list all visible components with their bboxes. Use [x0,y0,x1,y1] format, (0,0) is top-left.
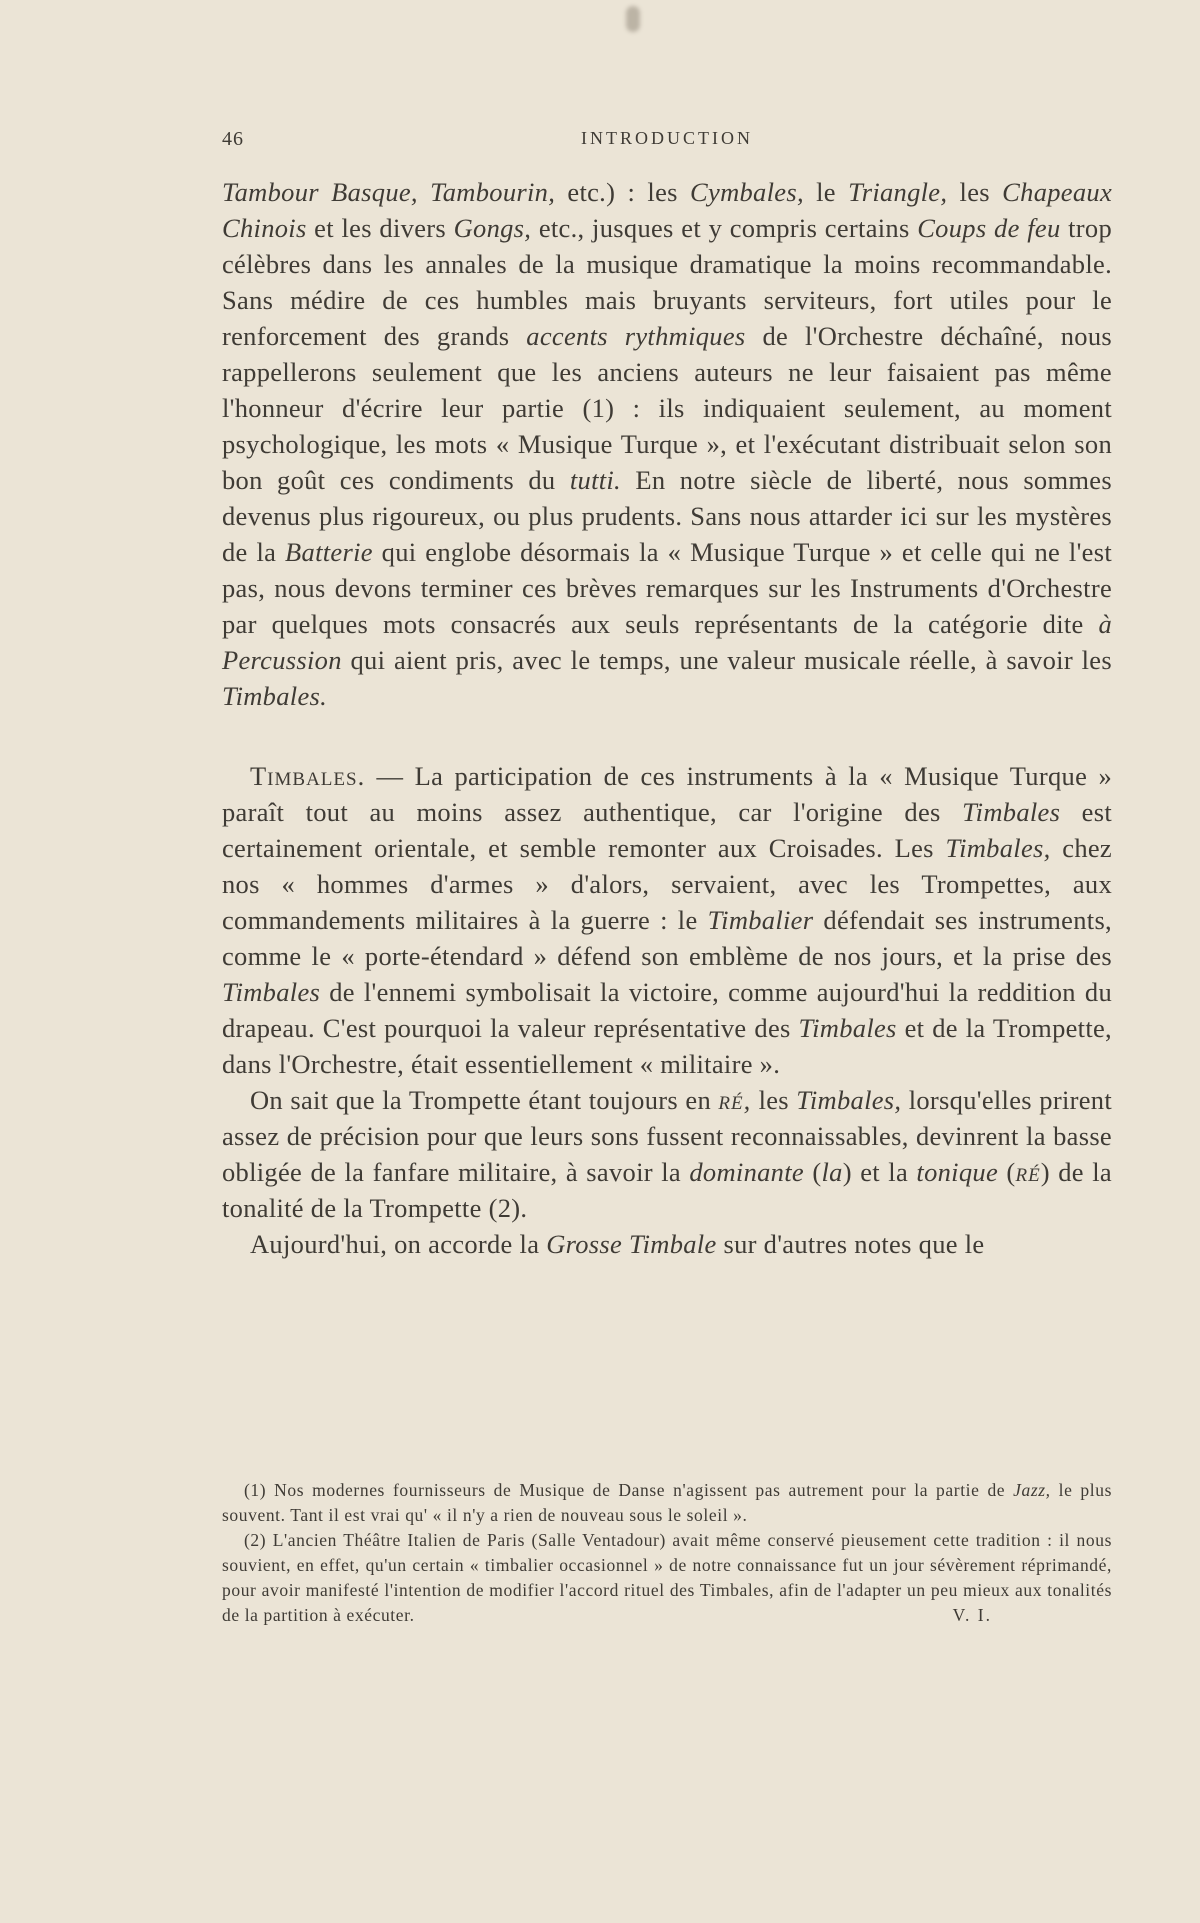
section-heading: Timbales. [250,761,366,791]
italic-span: Triangle, [848,177,948,207]
text-span: (1) Nos modernes fournisseurs de Musique de Danse n'agissent pas autrement pour la partie de [244,1480,1014,1500]
italic-span: Timbales, [945,833,1051,863]
text-span: trop célèbres dans les annales de la musique dramatique la moins recommandable. Sans médire de ces humbles mais bruyants serviteurs, fort utiles pour le renforcement des grands [222,213,1113,351]
text-span: sur d'autres notes que le [716,1229,985,1259]
italic-span: ré, [718,1085,752,1115]
text-span: lorsqu'elles prirent assez de précision pour que leurs sons fussent reconnaissables, devinrent la basse obligée de la fanfare militaire, à savoir la [222,1085,1113,1187]
italic-span: Cymbales, [690,177,804,207]
text-span: (2) L'ancien Théâtre Italien de Paris (Salle Ventadour) avait même conservé pieusement cette tradition : il nous souvient, en effet, qu'un certain « timbalier occasionnel » de notre connaissance fut un jour sévèrement réprimandé, pour avoir manifesté l'intention de modifier l'accord rituel des Timbales, afin de l'adapter un peu mieux aux tonalités de la partition à exécuter. [222,1530,1112,1625]
text-span: de l'ennemi symbolisait la victoire, comme aujourd'hui la reddition du drapeau. C'est pourquoi la valeur représentative des [222,977,1112,1043]
footnotes [222,1478,1112,1628]
italic-span: tutti. [569,465,621,495]
italic-span: tonique [916,1157,999,1187]
running-head [222,128,1112,158]
footnote-2 [222,1528,1112,1628]
text-span: etc., jusques et y compris certains [531,213,918,243]
text-span: qui englobe désormais la « Musique Turque » et celle qui ne l'est pas, nous devons terminer ces brèves remarques sur les Instruments d'Orchestre par quelques mots consacrés aux seuls représentants de la catégorie dite [222,537,1113,639]
italic-span: dominante [689,1157,804,1187]
text-span: défendait ses instruments, comme le « porte-étendard » défend son emblème de nos jours, et la prise des [222,905,1112,971]
italic-span: Coups de feu [917,213,1061,243]
italic-span: Batterie [285,537,373,567]
text-span: et les divers [306,213,454,243]
paragraph-3 [222,1082,1112,1226]
paragraph-1 [222,174,1112,714]
italic-span: Gongs, [453,213,532,243]
italic-span: Tambour Basque, Tambourin, [222,177,556,207]
italic-span: Timbales, [796,1085,902,1115]
italic-span: ré [1015,1157,1041,1187]
text-span: En notre siècle de liberté, nous sommes devenus plus rigoureux, ou plus prudents. Sans nous attarder ici sur les mystères de la [222,465,1112,567]
ink-smudge [626,6,640,32]
text-span: ( [998,1157,1016,1187]
italic-span: accents rythmiques [526,321,746,351]
italic-span: à Percussion [222,609,1112,675]
italic-span: la [821,1157,843,1187]
text-span: Aujourd'hui, on accorde la [250,1229,547,1259]
italic-span: Timbales [962,797,1061,827]
text-span: de l'Orchestre déchaîné, nous rappellerons seulement que les anciens auteurs ne leur faisaient pas même l'honneur d'écrire leur partie (1) : ils indiquaient seulement, au moment psychologique, les mots « Musique Turque », et l'exécutant distribuait selon son bon goût ces condiments du [222,321,1113,495]
page-number: 46 [222,128,244,150]
text-span: est certainement orientale, et semble remonter aux Croisades. Les [222,797,1113,863]
text-span: ) et la [842,1157,917,1187]
italic-span: Timbalier [707,905,814,935]
paragraph-2 [222,758,1112,1082]
text-span: les [751,1085,797,1115]
text-span: qui aient pris, avec le temps, une valeur musicale réelle, à savoir les [341,645,1112,675]
italic-span: Jazz, [1013,1480,1051,1500]
footnote-signature: V. I. [952,1605,992,1625]
text-span: ) de la tonalité de la Trompette (2). [222,1157,1112,1223]
text-span: chez nos « hommes d'armes » d'alors, servaient, avec les Trompettes, aux commandements militaires à la guerre : le [222,833,1112,935]
italic-span: Grosse Timbale [546,1229,717,1259]
text-span: les [947,177,1003,207]
text-span: On sait que la Trompette étant toujours en [250,1085,719,1115]
paragraph-4 [222,1226,1112,1262]
text-span: etc.) : les [555,177,691,207]
body-text [222,174,1112,1262]
text-span: — La participation de ces instruments à la « Musique Turque » paraît tout au moins assez authentique, car l'origine des [222,761,1112,827]
italic-span: Timbales. [222,681,328,711]
italic-span: Timbales [222,977,321,1007]
running-title: INTRODUCTION [581,128,753,148]
footnote-1 [222,1478,1112,1528]
text-span: le [803,177,849,207]
text-span: le plus souvent. Tant il est vrai qu' « il n'y a rien de nouveau sous le soleil ». [222,1480,1112,1525]
text-span: et de la Trompette, dans l'Orchestre, était essentiellement « militaire ». [222,1013,1112,1079]
text-span: ( [803,1157,822,1187]
italic-span: Chapeaux Chinois [222,177,1113,243]
italic-span: Timbales [798,1013,897,1043]
